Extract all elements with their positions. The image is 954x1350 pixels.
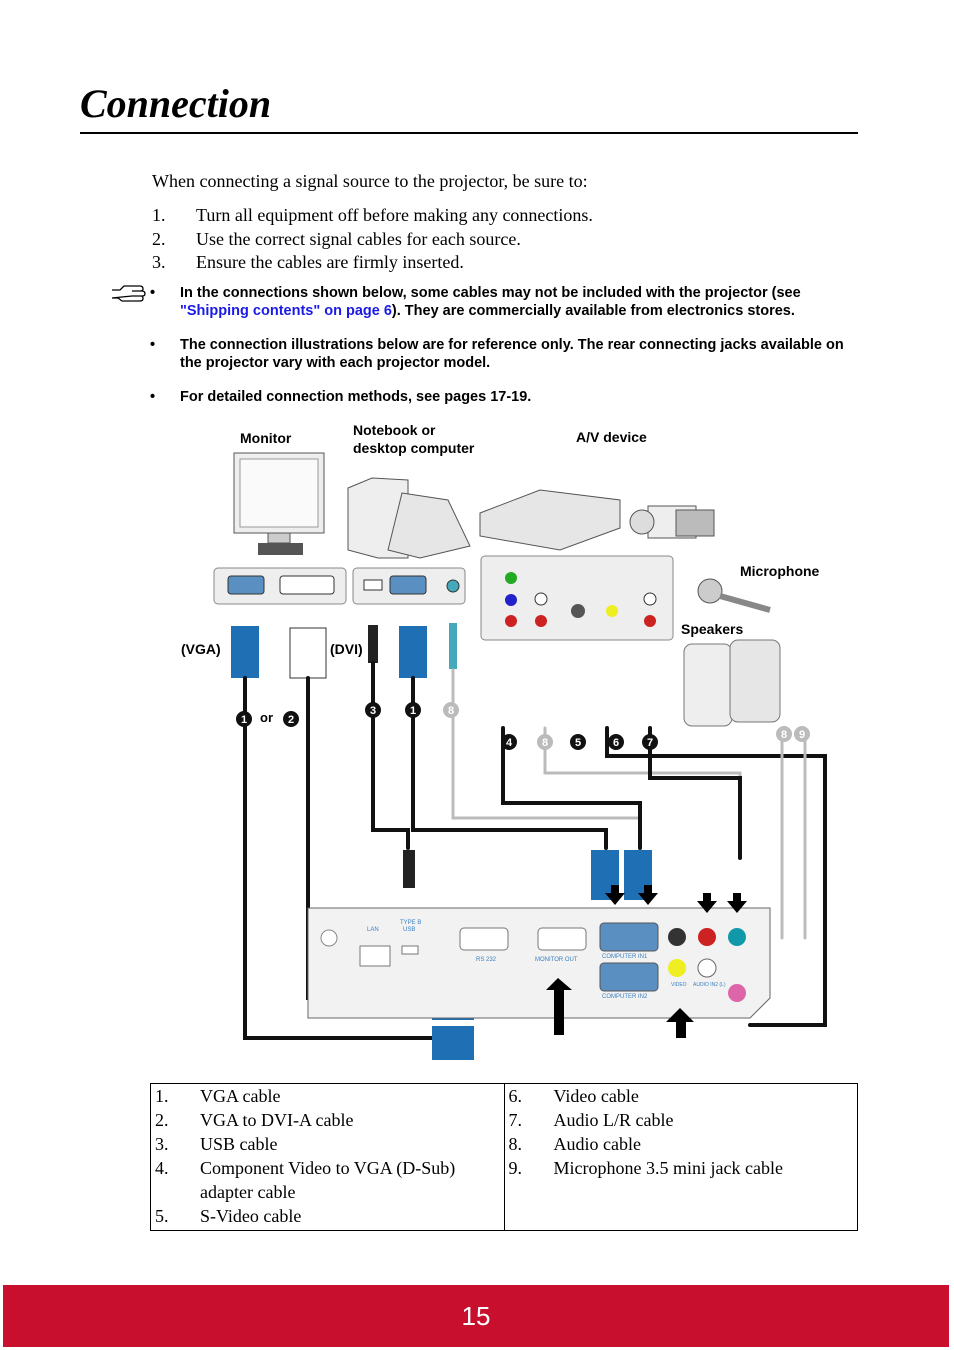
svg-text:8: 8: [447, 705, 455, 717]
svg-text:4: 4: [505, 737, 513, 749]
note-item: • For detailed connection methods, see pages 17-19.: [150, 389, 532, 405]
audio-plug: [449, 623, 457, 669]
legend-item: 2. VGA to DVI-A cable: [155, 1110, 354, 1130]
projector-rear-panel: [308, 908, 770, 1018]
legend-column-right: [504, 1084, 858, 1230]
vga-port-icon: [390, 576, 426, 594]
legend-item: 9. Microphone 3.5 mini jack cable: [508, 1158, 783, 1178]
intro-text: When connecting a signal source to the projector, be sure to:: [152, 171, 588, 191]
usb-type-label: TYPE B: [400, 920, 422, 926]
title-rule: [80, 132, 858, 134]
computer-label-1: Notebook or: [353, 422, 436, 438]
svg-text:1: 1: [409, 705, 417, 717]
monitor-icon: [234, 453, 324, 555]
usb-connector: [403, 850, 415, 888]
microphone-label: Microphone: [740, 563, 820, 579]
vga-connector: [231, 626, 259, 678]
legend-column-left: [151, 1084, 504, 1230]
usb-port-icon: [364, 580, 382, 590]
dvi-connector: [290, 628, 326, 678]
computer-in1-label: COMPUTER IN1: [602, 954, 648, 960]
microphone-icon: [698, 579, 770, 610]
page-title: Connection: [80, 81, 272, 126]
svg-text:7: 7: [646, 737, 654, 749]
svg-text:5: 5: [574, 737, 582, 749]
page-number: 15: [461, 1301, 491, 1331]
audio-in-label: AUDIO IN2 (L): [693, 982, 726, 988]
dvi-label: (DVI): [330, 641, 363, 657]
audio-jack-icon: [447, 580, 459, 592]
cable-legend-table: [150, 1083, 858, 1231]
av-device-label: A/V device: [576, 429, 647, 445]
usb-port-label: USB: [403, 927, 416, 933]
computer-icon: [348, 478, 470, 558]
svg-text:3: 3: [369, 705, 377, 717]
note-item: • The connection illustrations below are for reference only. The rear connecting jacks available on the projector vary with each projector model.: [150, 337, 844, 371]
legend-item: 8. Audio cable: [508, 1134, 641, 1154]
dvi-port-icon: [280, 576, 334, 594]
note-item: • In the connections shown below, some cables may not be included with the projector (see "Shipping contents" on page 6). They are commercially available from electronics stores.: [150, 285, 801, 319]
step-item: 2. Use the correct signal cables for each source.: [152, 228, 521, 249]
dvd-player-icon: [480, 490, 620, 550]
legend-item: 7. Audio L/R cable: [508, 1110, 674, 1130]
vga-port-icon: [228, 576, 264, 594]
svg-text:9: 9: [798, 729, 806, 741]
speakers-icon: [684, 640, 780, 726]
computer-in2-label: COMPUTER IN2: [602, 994, 648, 1000]
notes-list: [150, 284, 860, 422]
video-port-label: VIDEO: [671, 982, 687, 988]
connection-diagram: [170, 418, 850, 1080]
speakers-label: Speakers: [681, 621, 744, 637]
legend-item: 5. S-Video cable: [155, 1206, 302, 1226]
legend-item: 4. Component Video to VGA (D-Sub) adapter cable: [155, 1158, 456, 1202]
lan-port-label: LAN: [367, 927, 379, 933]
steps-list: [152, 204, 593, 275]
svg-text:1: 1: [240, 714, 248, 726]
shipping-contents-link[interactable]: "Shipping contents" on page 6: [180, 303, 392, 319]
svg-text:8: 8: [541, 737, 549, 749]
vga-connector: [399, 626, 427, 678]
rs232-label: RS 232: [476, 957, 497, 963]
monitor-label: Monitor: [240, 430, 292, 446]
pointing-hand-icon: [110, 282, 148, 304]
vga-label: (VGA): [181, 641, 221, 657]
legend-item: 1. VGA cable: [155, 1086, 281, 1106]
legend-item: 3. USB cable: [155, 1134, 278, 1154]
page-footer: [3, 1285, 949, 1347]
svg-text:6: 6: [612, 737, 620, 749]
camcorder-icon: [630, 506, 714, 538]
svg-text:2: 2: [287, 714, 295, 726]
usb-connector: [368, 625, 378, 663]
or-label: or: [260, 710, 273, 725]
step-item: 1. Turn all equipment off before making any connections.: [152, 205, 593, 225]
vga-connector: [432, 1026, 474, 1060]
computer-label-2: desktop computer: [353, 440, 475, 456]
svg-text:8: 8: [780, 729, 788, 741]
legend-item: 6. Video cable: [508, 1086, 639, 1106]
step-item: 3. Ensure the cables are firmly inserted.: [152, 252, 464, 272]
monitor-out-label: MONITOR OUT: [535, 957, 578, 963]
